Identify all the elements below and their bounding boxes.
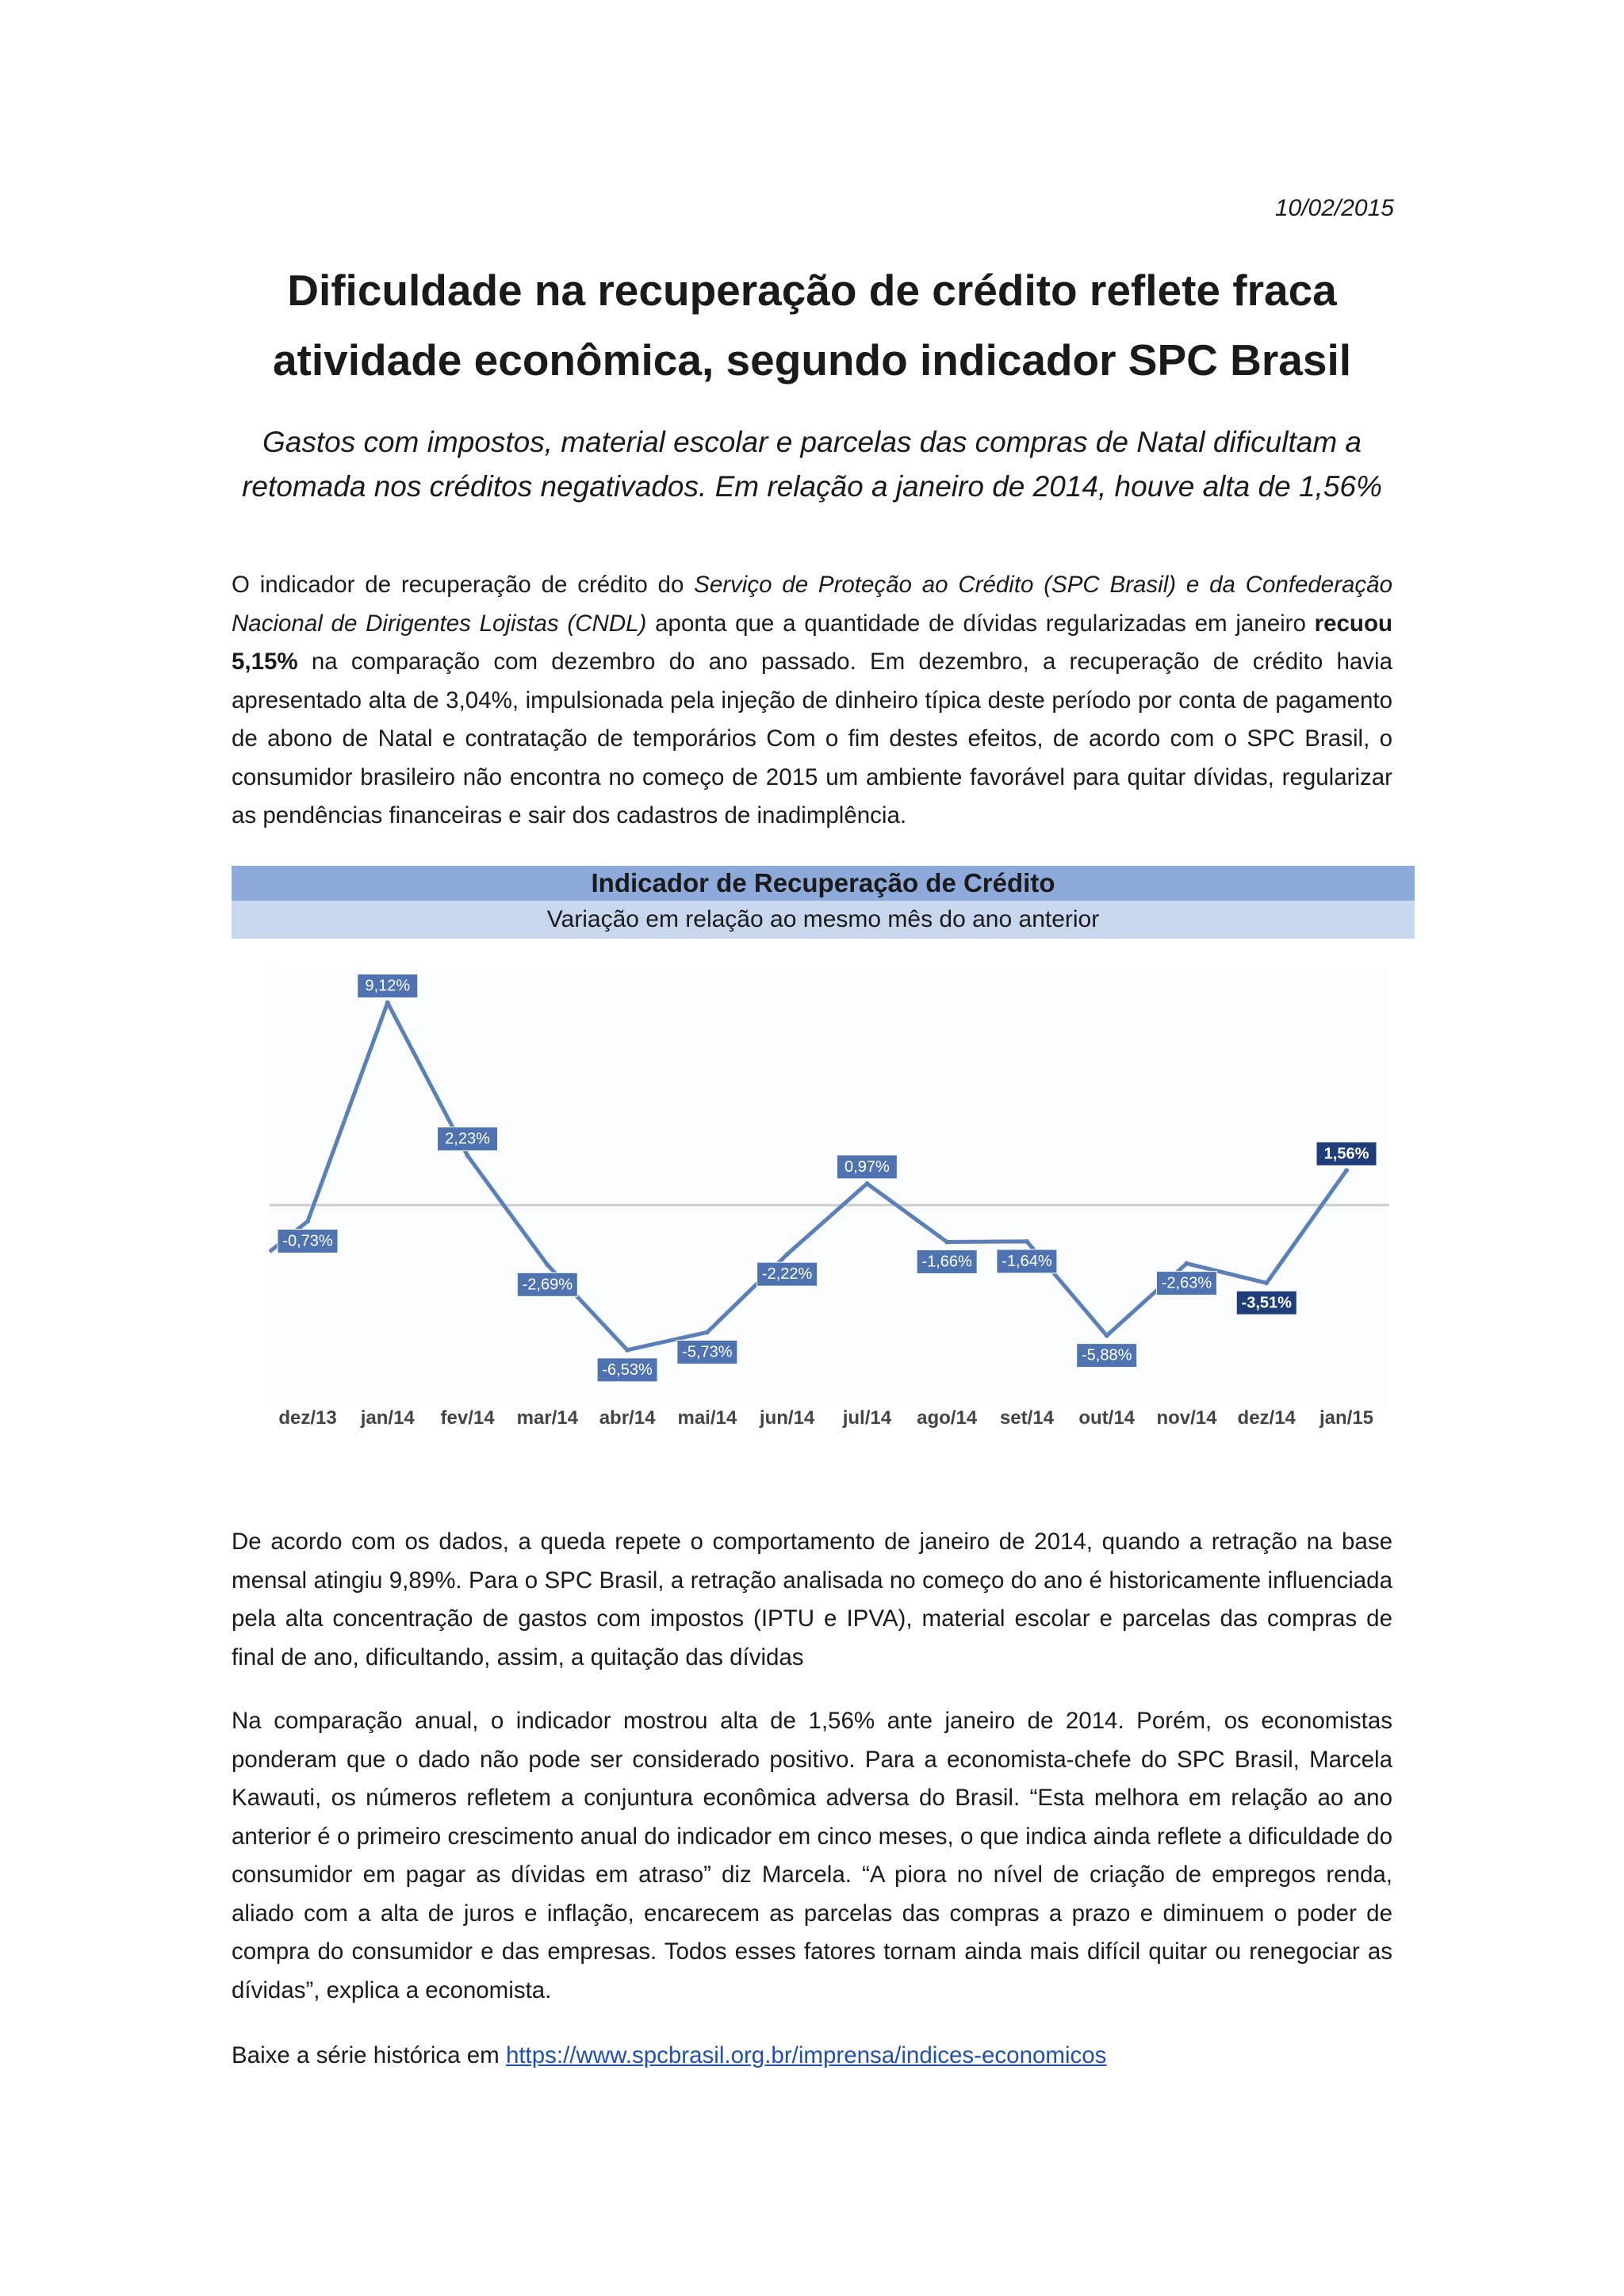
- headline-line-2: atividade econômica, segundo indicador SPC Brasil: [272, 335, 1352, 385]
- series-link[interactable]: https://www.spcbrasil.org.br/imprensa/indices-economicos: [505, 2042, 1107, 2068]
- data-label: -1,66%: [921, 1253, 972, 1271]
- download-note: [232, 2037, 1392, 2076]
- data-point: [1344, 1168, 1349, 1173]
- chart-title: Indicador de Recuperação de Crédito: [232, 866, 1415, 901]
- x-tick-label: jan/15: [1319, 1407, 1374, 1429]
- data-label: -1,64%: [1002, 1252, 1052, 1270]
- x-tick-label: jun/14: [759, 1407, 815, 1429]
- intro-text-2: aponta que a quantidade de dívidas regularizadas em janeiro: [646, 610, 1315, 637]
- data-point: [705, 1330, 710, 1334]
- data-point: [545, 1262, 550, 1267]
- data-point: [1264, 1280, 1269, 1285]
- line-chart: [232, 939, 1415, 1446]
- x-tick-label: mai/14: [677, 1407, 737, 1429]
- data-point: [864, 1181, 869, 1186]
- data-point: [785, 1252, 790, 1257]
- x-tick-label: abr/14: [599, 1407, 656, 1429]
- x-tick-label: jan/14: [360, 1407, 415, 1429]
- x-tick-label: set/14: [999, 1407, 1054, 1429]
- paragraph-intro: [232, 566, 1392, 836]
- data-point: [1025, 1239, 1029, 1244]
- subheadline: [232, 420, 1392, 509]
- data-point: [305, 1219, 310, 1223]
- subheadline-line-2: retomada nos créditos negativados. Em relação a janeiro de 2014, houve alta de 1,56%: [242, 470, 1382, 503]
- data-label: -3,51%: [1241, 1294, 1292, 1312]
- data-label: 1,56%: [1323, 1145, 1369, 1163]
- data-label: -0,73%: [282, 1232, 333, 1250]
- subheadline-line-1: Gastos com impostos, material escolar e parcelas das compras de Natal dificultam a: [262, 426, 1362, 458]
- x-tick-label: ago/14: [917, 1407, 978, 1429]
- paragraph-annual: Na comparação anual, o indicador mostrou alta de 1,56% ante janeiro de 2014. Porém, os economistas ponderam que o dado não pode ser considerado positivo. Para a economista-chefe do SPC Brasil, Marcela Kawauti, os números refletem a conjuntura econômica adversa do Brasil. “Esta melhora em relação ao ano anterior é o primeiro crescimento anual do indicador em cinco meses, o que indica ainda reflete a dificuldade do consumidor em pagar as dívidas em atraso” diz Marcela. “A piora no nível de criação de empregos renda, aliado com a alta de juros e inflação, encarecem as parcelas das compras a prazo e diminuem o poder de compra do consumidor e das empresas. Todos esses fatores tornam ainda mais difícil quitar ou renegociar as dívidas”, explica a economista.: [232, 1708, 1392, 2003]
- data-label: 9,12%: [365, 977, 411, 995]
- paragraph-analysis: De acordo com os dados, a queda repete o comportamento de janeiro de 2014, quando a retração na base mensal atingiu 9,89%. Para o SPC Brasil, a retração analisada no começo do ano é historicamente influenciada pela alta concentração de gastos com impostos (IPTU e IPVA), material escolar e parcelas das compras de final de ano, dificultando, assim, a quitação das dívidas: [232, 1529, 1392, 1670]
- headline-line-1: Dificuldade na recuperação de crédito reflete fraca: [287, 266, 1337, 315]
- intro-highlight: recuou 5,15%: [232, 610, 1392, 675]
- intro-text-3: na comparação com dezembro do ano passado. Em dezembro, a recuperação de crédito havia apresentado alta de 3,04%, impulsionada pela injeção de dinheiro típica deste período por conta de pagamento de abono de Natal e contratação de temporários Com o fim destes efeitos, de acordo com o SPC Brasil, o consumidor brasileiro não encontra no começo de 2015 um ambiente favorável para quitar dívidas, regularizar as pendências financeiras e sair dos cadastros de inadimplência.: [232, 649, 1392, 828]
- x-tick-label: mar/14: [516, 1407, 579, 1429]
- data-point: [385, 1001, 390, 1005]
- data-label: -6,53%: [602, 1360, 653, 1379]
- x-tick-label: jul/14: [842, 1407, 892, 1429]
- data-label: -5,73%: [682, 1343, 733, 1361]
- data-point: [465, 1154, 470, 1158]
- intro-institutions: Serviço de Proteção ao Crédito (SPC Brasil) e da Confederação Nacional de Dirigentes Lojistas (CNDL): [232, 572, 1392, 637]
- data-label: -5,88%: [1082, 1346, 1132, 1364]
- x-tick-label: dez/14: [1237, 1407, 1296, 1429]
- data-point: [1105, 1334, 1109, 1338]
- data-point: [625, 1348, 630, 1353]
- data-label: 2,23%: [445, 1130, 490, 1148]
- data-label: -2,22%: [761, 1265, 813, 1284]
- chart-area: [232, 939, 1415, 1446]
- data-point: [944, 1239, 949, 1244]
- chart-subtitle: Variação em relação ao mesmo mês do ano anterior: [232, 901, 1415, 939]
- download-prefix: Baixe a série histórica em: [232, 2042, 506, 2068]
- data-label: 0,97%: [845, 1158, 890, 1176]
- data-label: -2,69%: [522, 1276, 573, 1294]
- x-tick-label: dez/13: [278, 1407, 337, 1429]
- data-label: -2,63%: [1161, 1274, 1212, 1292]
- headline: [232, 255, 1392, 395]
- plot-background: [270, 967, 1389, 1406]
- x-tick-label: nov/14: [1156, 1407, 1217, 1429]
- intro-text-1: O indicador de recuperação de crédito do: [232, 572, 695, 598]
- x-tick-label: fev/14: [440, 1407, 495, 1429]
- x-tick-label: out/14: [1078, 1407, 1136, 1429]
- document-date: 10/02/2015: [1274, 195, 1394, 221]
- data-point: [1184, 1261, 1189, 1266]
